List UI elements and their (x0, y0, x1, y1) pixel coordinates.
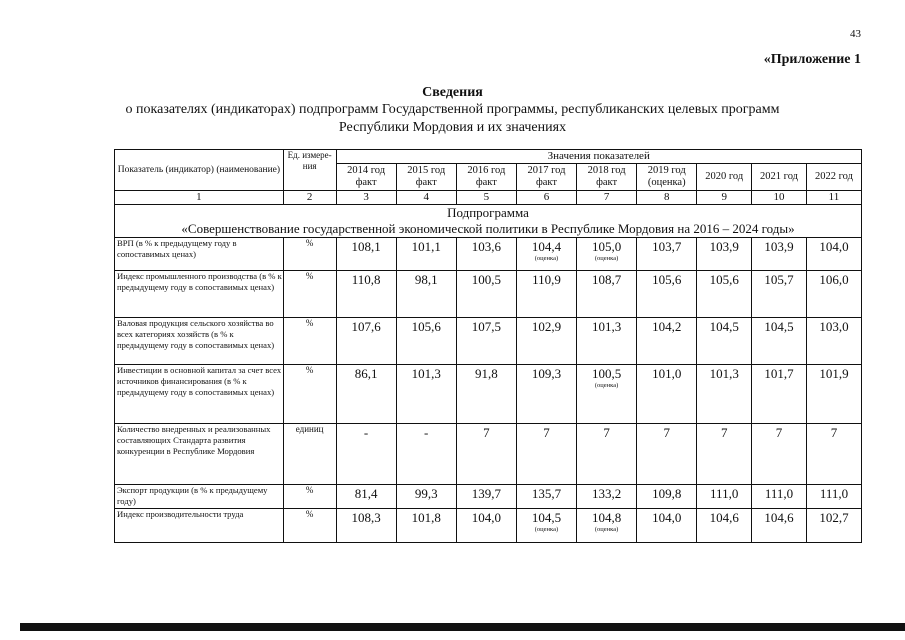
value: 105,6 (652, 272, 682, 287)
page-number: 43 (850, 28, 861, 40)
value-cell (396, 238, 456, 271)
value: 7 (830, 425, 838, 440)
value-cell (806, 424, 861, 485)
column-number: 11 (806, 191, 861, 205)
value-cell (752, 271, 807, 318)
value: 101,7 (764, 366, 794, 381)
column-number: 10 (752, 191, 807, 205)
value: 104,5 (764, 319, 794, 334)
value-cell (806, 271, 861, 318)
value-cell (697, 365, 752, 424)
table-row (115, 238, 862, 271)
column-number: 2 (283, 191, 336, 205)
header-values-group: Значения показателей (336, 150, 861, 164)
value-cell (516, 509, 576, 543)
value: 7 (483, 425, 490, 440)
value-cell (456, 509, 516, 543)
header-indicator: Показатель (индикатор) (наименование) (115, 150, 284, 191)
header-year: 2017 год факт (516, 164, 576, 191)
indicator-name: ВРП (в % к предыдущему году в сопоставимых ценах) (115, 238, 284, 271)
value-cell (336, 424, 396, 485)
value: 103,6 (471, 239, 501, 254)
value-cell (752, 365, 807, 424)
value: 111,0 (764, 486, 794, 501)
column-number: 3 (336, 191, 396, 205)
value: 103,9 (764, 239, 794, 254)
column-number: 1 (115, 191, 284, 205)
value: 104,5 (531, 510, 562, 525)
header-year: 2015 год факт (396, 164, 456, 191)
value-cell (336, 485, 396, 509)
value-cell (806, 365, 861, 424)
value-cell (577, 271, 637, 318)
indicator-unit: % (283, 271, 336, 318)
value-cell (456, 365, 516, 424)
value-cell (637, 238, 697, 271)
table-row (115, 318, 862, 365)
header-year: 2014 год факт (336, 164, 396, 191)
table-row (115, 424, 862, 485)
value-cell (806, 509, 861, 543)
value-cell (577, 365, 637, 424)
value: - (424, 425, 429, 440)
column-number: 5 (456, 191, 516, 205)
value-cell (336, 271, 396, 318)
value-note: (оценка) (594, 382, 619, 389)
value: 105,6 (411, 319, 441, 334)
value: 104,8 (591, 510, 622, 525)
column-number: 8 (637, 191, 697, 205)
value: 91,8 (474, 366, 498, 381)
value: 81,4 (354, 486, 378, 501)
value: 101,3 (591, 319, 622, 334)
value: 108,1 (351, 239, 381, 254)
indicator-name: Количество внедренных и реализованных составляющих Стандарта развития конкуренции в Республике Мордовия (115, 424, 284, 485)
value-cell (577, 509, 637, 543)
value-note: (оценка) (534, 526, 559, 533)
value: 103,9 (709, 239, 739, 254)
indicator-unit: % (283, 365, 336, 424)
document-subtitle: о показателях (индикаторах) подпрограмм Государственной программы, республиканских целевых программ Республики Мордовия и их значениях (125, 102, 780, 135)
value: 111,0 (819, 486, 849, 501)
value-cell (697, 485, 752, 509)
indicator-unit: % (283, 509, 336, 543)
value-cell (752, 424, 807, 485)
value-cell (516, 318, 576, 365)
value-cell (697, 318, 752, 365)
header-unit: Ед. измере-ния (283, 150, 336, 191)
value-cell (697, 509, 752, 543)
indicator-name: Индекс производительности труда (115, 509, 284, 543)
value: 135,7 (531, 486, 562, 501)
value: 104,0 (471, 510, 501, 525)
table-row (115, 509, 862, 543)
value-cell (456, 318, 516, 365)
value-cell (336, 238, 396, 271)
value-note: (оценка) (534, 255, 559, 262)
value-cell (577, 424, 637, 485)
value-cell (637, 509, 697, 543)
subprogram-row (115, 205, 862, 238)
subprogram-title: «Совершенствование государственной экономической политики в Республике Мордовия на 2016 – 2024 годы» (181, 221, 795, 236)
value: 106,0 (819, 272, 849, 287)
value-cell (697, 238, 752, 271)
value: 107,6 (351, 319, 381, 334)
indicator-unit: % (283, 485, 336, 509)
value-cell (396, 509, 456, 543)
value: 98,1 (414, 272, 438, 287)
value: 139,7 (471, 486, 501, 501)
value-cell (336, 318, 396, 365)
value: 105,6 (709, 272, 739, 287)
value: 101,3 (709, 366, 739, 381)
table-row (115, 365, 862, 424)
value: - (363, 425, 369, 440)
value: 86,1 (354, 366, 378, 381)
value: 102,9 (531, 319, 562, 334)
value: 108,7 (591, 272, 622, 287)
value: 7 (603, 425, 610, 440)
value-cell (516, 238, 576, 271)
value-cell (396, 365, 456, 424)
value: 99,3 (414, 486, 438, 501)
value: 104,0 (819, 239, 849, 254)
value-cell (396, 318, 456, 365)
column-number: 6 (516, 191, 576, 205)
scan-bottom-edge (20, 623, 905, 631)
indicator-unit: единиц (283, 424, 336, 485)
value: 104,4 (531, 239, 562, 254)
value-cell (577, 485, 637, 509)
value-cell (752, 485, 807, 509)
value-cell (806, 318, 861, 365)
value: 101,9 (819, 366, 849, 381)
value: 104,5 (709, 319, 739, 334)
value: 108,3 (351, 510, 381, 525)
value: 100,5 (591, 366, 622, 381)
value: 100,5 (471, 272, 501, 287)
value: 7 (720, 425, 728, 440)
table-row (115, 271, 862, 318)
table-row (115, 485, 862, 509)
indicators-table (114, 149, 862, 543)
value-cell (396, 424, 456, 485)
value-cell (456, 238, 516, 271)
indicator-name: Индекс промышленного производства (в % к предыдущему году в сопоставимых ценах) (115, 271, 284, 318)
value-cell (697, 424, 752, 485)
value: 109,3 (531, 366, 562, 381)
indicator-name: Экспорт продукции (в % к предыдущему году) (115, 485, 284, 509)
value-cell (336, 509, 396, 543)
value: 7 (663, 425, 670, 440)
value: 110,9 (532, 272, 561, 287)
value: 110,8 (351, 272, 381, 287)
value-cell (806, 238, 861, 271)
value-cell (752, 509, 807, 543)
indicator-unit: % (283, 238, 336, 271)
value: 101,1 (411, 239, 441, 254)
value-cell (806, 485, 861, 509)
value: 104,6 (709, 510, 739, 525)
value-cell (637, 424, 697, 485)
subprogram-cell (115, 205, 862, 238)
value: 101,8 (411, 510, 441, 525)
value-cell (516, 365, 576, 424)
value: 133,2 (591, 486, 622, 501)
value-cell (697, 271, 752, 318)
value-cell (456, 271, 516, 318)
value-note: (оценка) (594, 526, 619, 533)
indicator-unit: % (283, 318, 336, 365)
indicator-name: Инвестиции в основной капитал за счет всех источников финансирования (в % к предыдущему году в сопоставимых ценах) (115, 365, 284, 424)
value-cell (516, 271, 576, 318)
value-cell (456, 485, 516, 509)
value: 103,7 (652, 239, 682, 254)
value-cell (637, 271, 697, 318)
column-numbers-row (115, 191, 862, 205)
value-cell (516, 424, 576, 485)
header-year: 2016 год факт (456, 164, 516, 191)
header-year: 2019 год (оценка) (637, 164, 697, 191)
value-cell (396, 271, 456, 318)
indicator-name: Валовая продукция сельского хозяйства во всех категориях хозяйств (в % к предыдущему году в сопоставимых ценах) (115, 318, 284, 365)
value: 107,5 (471, 319, 501, 334)
document-title: Сведения (422, 85, 483, 100)
value-cell (516, 485, 576, 509)
value-cell (456, 424, 516, 485)
column-number: 7 (577, 191, 637, 205)
value-cell (577, 318, 637, 365)
value-cell (752, 318, 807, 365)
value-cell (336, 365, 396, 424)
subprogram-label: Подпрограмма (447, 205, 529, 220)
column-number: 4 (396, 191, 456, 205)
value-cell (637, 318, 697, 365)
header-row-1 (115, 150, 862, 164)
value: 104,0 (652, 510, 682, 525)
column-number: 9 (697, 191, 752, 205)
document-heading (0, 84, 905, 137)
value-cell (637, 365, 697, 424)
header-year: 2018 год факт (577, 164, 637, 191)
header-year: 2021 год (752, 164, 807, 191)
value-cell (577, 238, 637, 271)
appendix-label: «Приложение 1 (763, 52, 861, 67)
value: 101,0 (652, 366, 682, 381)
value-cell (752, 238, 807, 271)
value: 109,8 (652, 486, 682, 501)
value: 103,0 (819, 319, 849, 334)
value-note: (оценка) (594, 255, 619, 262)
value: 104,2 (652, 319, 682, 334)
header-year: 2022 год (806, 164, 861, 191)
value-cell (637, 485, 697, 509)
value: 101,3 (411, 366, 441, 381)
header-year: 2020 год (697, 164, 752, 191)
value: 102,7 (819, 510, 849, 525)
value: 104,6 (764, 510, 794, 525)
value: 7 (775, 425, 783, 440)
value: 7 (543, 425, 550, 440)
value: 111,0 (710, 486, 739, 501)
value-cell (396, 485, 456, 509)
value: 105,7 (764, 272, 794, 287)
value: 105,0 (591, 239, 622, 254)
